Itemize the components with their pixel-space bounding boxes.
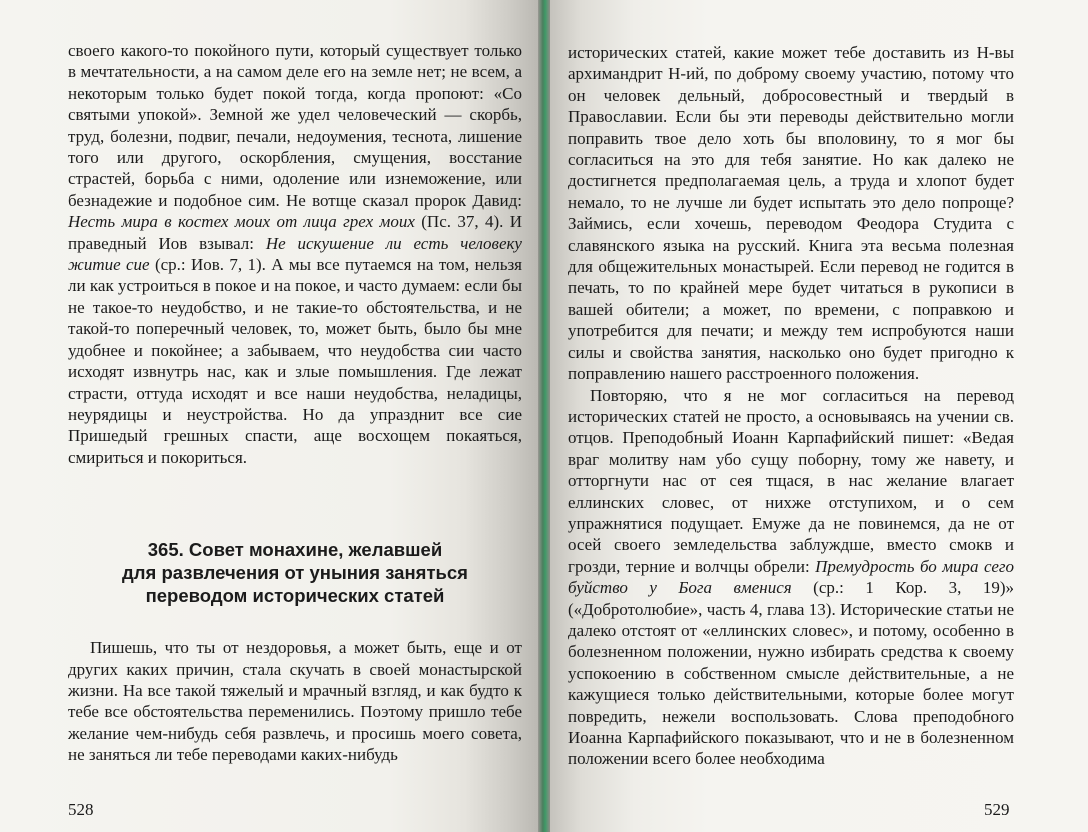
section-heading <box>68 538 522 607</box>
right-paragraph-1: исторических статей, какие может тебе доставить из Н-вы архимандрит Н-ий, по доброму своему участию, потому что он человек дельный, добросовестный и твердый в Православии. Если бы эти переводы действительно могли поправить твое дело хоть бы вполовину, то я мог бы согласиться на это для тебя занятие. Но как далеко не достигнется предполагаемая цель, а труда и хлопот будет немало, то не лучше ли будет испытать это дело попроще? Займись, если хочешь, переводом Феодора Студита с славянского языка на русский. Книга эта весьма полезная для общежительных монастырей. Если перевод не годится в печать, то по крайней мере будет читаться в рукописи в вашей обители; а может, по времени, с поправкою и употребится для печати; и между тем испробуются наши силы и свойства занятия, насколько оно будет пригодно к поправлению нашего расстроенного положения. <box>568 43 1014 384</box>
right-p2-text-2: (ср.: 1 Кор. 3, 19)» («Добротолюбие», часть 4, глава 13). Исторические статьи не далеко отстоят от «еллинских словес», и потому, особенно в болезненном положении, нужно избирать средства к своему успокоению в собственном смысле действительные, а не кажущиеся только действительными, которые более могут повредить, нежели воспользовать. Слова преподобного Иоанна Карпафийского показывают, что и не в болезненном положении всего более необходима <box>568 578 1014 769</box>
right-p2-text-1: Повторяю, что я не мог согласиться на перевод исторических статей не просто, а основываясь на учении св. отцов. Преподобный Иоанн Карпафийский пишет: «Ведая враг молитву нам убо сущу поборну, тому же навету, и отторгнути нас от сея тщася, в нас желание влагает еллинских словес, от нихже отступихом, и о сем упражнятися подущает. Емуже да не повинемся, да не от осей своего земледельства заблуждше, вместо смокв и грозди, терние и волчцы обрели: <box>568 385 1014 576</box>
left-page-number: 528 <box>68 800 94 819</box>
right-page-number: 529 <box>984 800 1010 819</box>
left-p1-text-2: (Пс. 37, 4). И праведный Иов взывал: <box>68 212 522 253</box>
left-p1-text-3: (ср.: Иов. 7, 1). А мы все путаемся на том, нельзя ли как устроиться в покое и на покое, и часто думаем: если бы не такое-то неудобство, и не такие-то обстоятельства, и не такой-то поперечный человек, то, может быть, было бы мне удобнее и покойнее; а забываем, что неудобства сии часто исходят извнутрь нас, как и злые помышления. Где лежат страсти, оттуда исходят и все наши неудобства, неладицы, неурядицы и неустройства. Но да упразднит все сие Пришедый грешных спасти, аще восхощем покаяться, смириться и покориться. <box>68 255 522 467</box>
heading-line-1: 365. Совет монахине, желавшей <box>147 539 443 561</box>
left-p1-quote-1: Несть мира в костех моих от лица грех моих <box>68 212 415 232</box>
heading-line-3: переводом исторических статей <box>145 585 445 607</box>
right-paragraph-2 <box>568 385 1014 770</box>
left-paragraph-2: Пишешь, что ты от нездоровья, а может быть, еще и от других каких причин, стала скучать в своей монастырской жизни. На все такой тяжелый и мрачный взгляд, и как будто к тебе все обстоятельства переменились. Поэтому пришло тебе желание чем-нибудь себя развлечь, и просишь моего совета, не заняться ли тебе переводами каких-нибудь <box>68 638 522 765</box>
left-p1-quote-2: Не искушение ли есть человеку житие сие <box>68 233 522 275</box>
left-paragraph-1 <box>68 40 522 468</box>
left-p1-text-1: своего какого-то покойного пути, который существует только в мечтательности, а на самом деле его на земле нет; не всем, а некоторым только будет покой тогда, когда пропоют: «Со святыми упокой». Земной же удел человеческий — скорбь, труд, болезни, подвиг, печали, недоумения, теснота, лишение того или другого, оскорбления, смущения, восстание страстей, борьба с ними, одоление или изнеможение, или безнадежие и подобное сим. Не вотще сказал пророк Давид: <box>68 41 522 210</box>
right-p2-quote-1: Премудрость бо мира сего буйство у Бога вменися <box>568 556 1014 598</box>
book-gutter-ribbon <box>538 0 550 832</box>
right-page-text <box>568 42 1014 770</box>
heading-line-2: для развлечения от уныния заняться <box>122 562 468 584</box>
left-page-text <box>68 40 522 766</box>
